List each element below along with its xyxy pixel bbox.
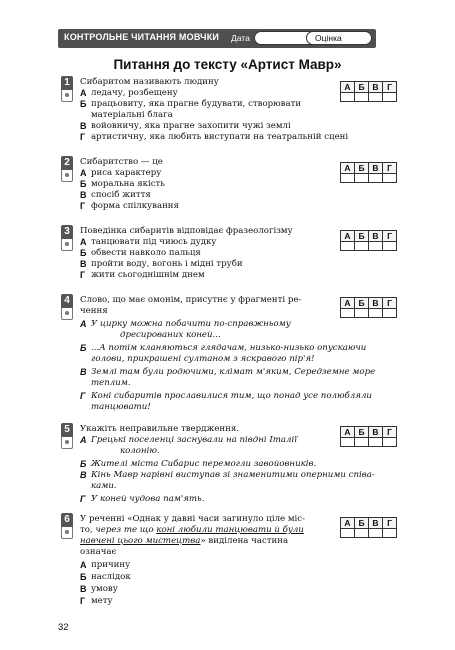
option-a[interactable]: А причину <box>80 560 131 570</box>
answer-letter: А <box>341 298 355 309</box>
bullet-icon <box>61 437 73 449</box>
question-stem: Сибаритство — це <box>80 157 163 167</box>
answer-letter: Б <box>355 163 369 174</box>
answer-letter: Г <box>383 163 397 174</box>
answer-letter: В <box>369 298 383 309</box>
question-stem: Слово, що має омонім, присутнє у фрагменті ре- чення <box>80 295 302 316</box>
question-4 <box>58 293 388 418</box>
answer-cell[interactable] <box>355 242 369 251</box>
question-5 <box>58 422 388 508</box>
option-b[interactable]: Б моральна якість <box>80 179 165 189</box>
question-3 <box>58 224 388 286</box>
answer-table <box>340 162 397 183</box>
answer-cell[interactable] <box>355 174 369 183</box>
option-d[interactable]: Г жити сьогоднішнім днем <box>80 270 205 280</box>
question-1 <box>58 75 388 150</box>
question-stem: Поведінка сибаритів відповідає фразеологізму <box>80 226 293 236</box>
option-a[interactable]: А Грецькі поселенці заснували на півдні Італії колонію. <box>80 435 298 456</box>
answer-letter: А <box>341 427 355 438</box>
option-d[interactable]: Г артистичну, яка любить виступати на театральній сцені <box>80 132 349 142</box>
answer-cell[interactable] <box>383 93 397 102</box>
date-label: Дата <box>231 33 250 43</box>
answer-letter: Г <box>383 518 397 529</box>
header-title: КОНТРОЛЬНЕ ЧИТАННЯ МОВЧКИ <box>64 32 220 42</box>
option-d[interactable]: Г У коней чудова пам'ять. <box>80 494 205 504</box>
answer-cell[interactable] <box>383 529 397 538</box>
answer-cell[interactable] <box>341 174 355 183</box>
answer-cell[interactable] <box>341 309 355 318</box>
answer-letter: Б <box>355 231 369 242</box>
option-c[interactable]: В умову <box>80 584 118 594</box>
question-number-badge: 5 <box>61 423 74 451</box>
question-number-badge: 1 <box>61 76 74 104</box>
answer-table <box>340 426 397 447</box>
answer-cell[interactable] <box>383 309 397 318</box>
answer-letter: В <box>369 82 383 93</box>
answer-cell[interactable] <box>383 242 397 251</box>
answer-letter: Г <box>383 82 397 93</box>
answer-cell[interactable] <box>369 309 383 318</box>
option-b[interactable]: Б Жителі міста Сибарис перемогли завойовників. <box>80 459 317 469</box>
answer-letter: А <box>341 518 355 529</box>
answer-table <box>340 517 397 538</box>
answer-grid-4 <box>340 297 402 318</box>
question-6 <box>58 512 388 612</box>
answer-letter: Б <box>355 298 369 309</box>
question-number-badge: 3 <box>61 225 74 253</box>
question-stem: У реченні «Однак у давні часи загинуло ціле міс- то, через те що коні любили танцювати й були навчені цього мистецтва» виділена частина означає <box>80 514 305 557</box>
answer-cell[interactable] <box>355 309 369 318</box>
option-d[interactable]: Г форма спілкування <box>80 201 179 211</box>
page-number: 32 <box>58 622 69 633</box>
answer-letter: В <box>369 163 383 174</box>
answer-cell[interactable] <box>355 438 369 447</box>
option-d[interactable]: Г Коні сибаритів прославилися тим, що понад усе полюбляли танцювати! <box>80 391 372 412</box>
answer-letter: В <box>369 427 383 438</box>
option-c[interactable]: В Кінь Мавр нарівні виступав зі знаменитими оперними співа- ками. <box>80 470 375 491</box>
answer-letter: Г <box>383 427 397 438</box>
answer-table <box>340 297 397 318</box>
option-b[interactable]: Б ...А потім кланяються глядачам, низько-низько опускаючи голови, прикрашені султаном з яскравого пір'я! <box>80 343 367 364</box>
answer-cell[interactable] <box>369 242 383 251</box>
option-d[interactable]: Г мету <box>80 596 113 606</box>
answer-grid-6 <box>340 517 402 538</box>
option-c[interactable]: В войовничу, яка прагне захопити чужі землі <box>80 121 291 131</box>
answer-letter: Г <box>383 231 397 242</box>
answer-grid-5 <box>340 426 402 447</box>
answer-letter: Г <box>383 298 397 309</box>
bullet-icon <box>61 170 73 182</box>
question-stem: Укажіть неправильне твердження. <box>80 424 240 434</box>
answer-cell[interactable] <box>383 438 397 447</box>
answer-letter: А <box>341 82 355 93</box>
question-number-badge: 2 <box>61 156 74 184</box>
bullet-icon <box>61 239 73 251</box>
answer-cell[interactable] <box>355 529 369 538</box>
bullet-icon <box>61 527 73 539</box>
answer-cell[interactable] <box>369 529 383 538</box>
answer-grid-1 <box>340 81 402 102</box>
question-number-badge: 4 <box>61 294 74 322</box>
option-c[interactable]: В спосіб життя <box>80 190 151 200</box>
answer-cell[interactable] <box>341 438 355 447</box>
grade-label: Оцінка <box>315 33 342 43</box>
answer-letter: В <box>369 518 383 529</box>
option-b[interactable]: Б працьовиту, яка прагне будувати, створювати матеріальні блага <box>80 99 302 120</box>
option-a[interactable]: А У цирку можна побачити по-справжньому дресированих коней... <box>80 319 291 340</box>
answer-grid-3 <box>340 230 402 251</box>
page-title: Питання до тексту «Артист Мавр» <box>113 57 342 72</box>
option-b[interactable]: Б обвести навколо пальця <box>80 248 201 258</box>
option-a[interactable]: А риса характеру <box>80 168 162 178</box>
answer-letter: А <box>341 163 355 174</box>
answer-cell[interactable] <box>369 93 383 102</box>
answer-cell[interactable] <box>383 174 397 183</box>
grade-field[interactable] <box>306 31 372 45</box>
answer-table <box>340 81 397 102</box>
option-c[interactable]: В Землі там були родючими, клімат м'яким, Середземне море теплим. <box>80 367 376 388</box>
answer-letter: А <box>341 231 355 242</box>
answer-letter: В <box>369 231 383 242</box>
bullet-icon <box>61 308 73 320</box>
answer-cell[interactable] <box>341 242 355 251</box>
answer-cell[interactable] <box>341 93 355 102</box>
option-a[interactable]: А танцювати під чиюсь дудку <box>80 237 217 247</box>
question-number-badge: 6 <box>61 513 74 541</box>
answer-letter: Б <box>355 82 369 93</box>
question-stem: Сибаритом називають людину <box>80 77 219 87</box>
answer-cell[interactable] <box>355 93 369 102</box>
answer-letter: Б <box>355 427 369 438</box>
answer-cell[interactable] <box>369 174 383 183</box>
bullet-icon <box>61 90 73 102</box>
answer-letter: Б <box>355 518 369 529</box>
option-b[interactable]: Б наслідок <box>80 572 131 582</box>
option-c[interactable]: В пройти воду, вогонь і мідні труби <box>80 259 243 269</box>
option-a[interactable]: А ледачу, розбещену <box>80 88 178 98</box>
answer-grid-2 <box>340 162 402 183</box>
answer-cell[interactable] <box>341 529 355 538</box>
answer-cell[interactable] <box>369 438 383 447</box>
answer-table <box>340 230 397 251</box>
question-2 <box>58 155 388 217</box>
